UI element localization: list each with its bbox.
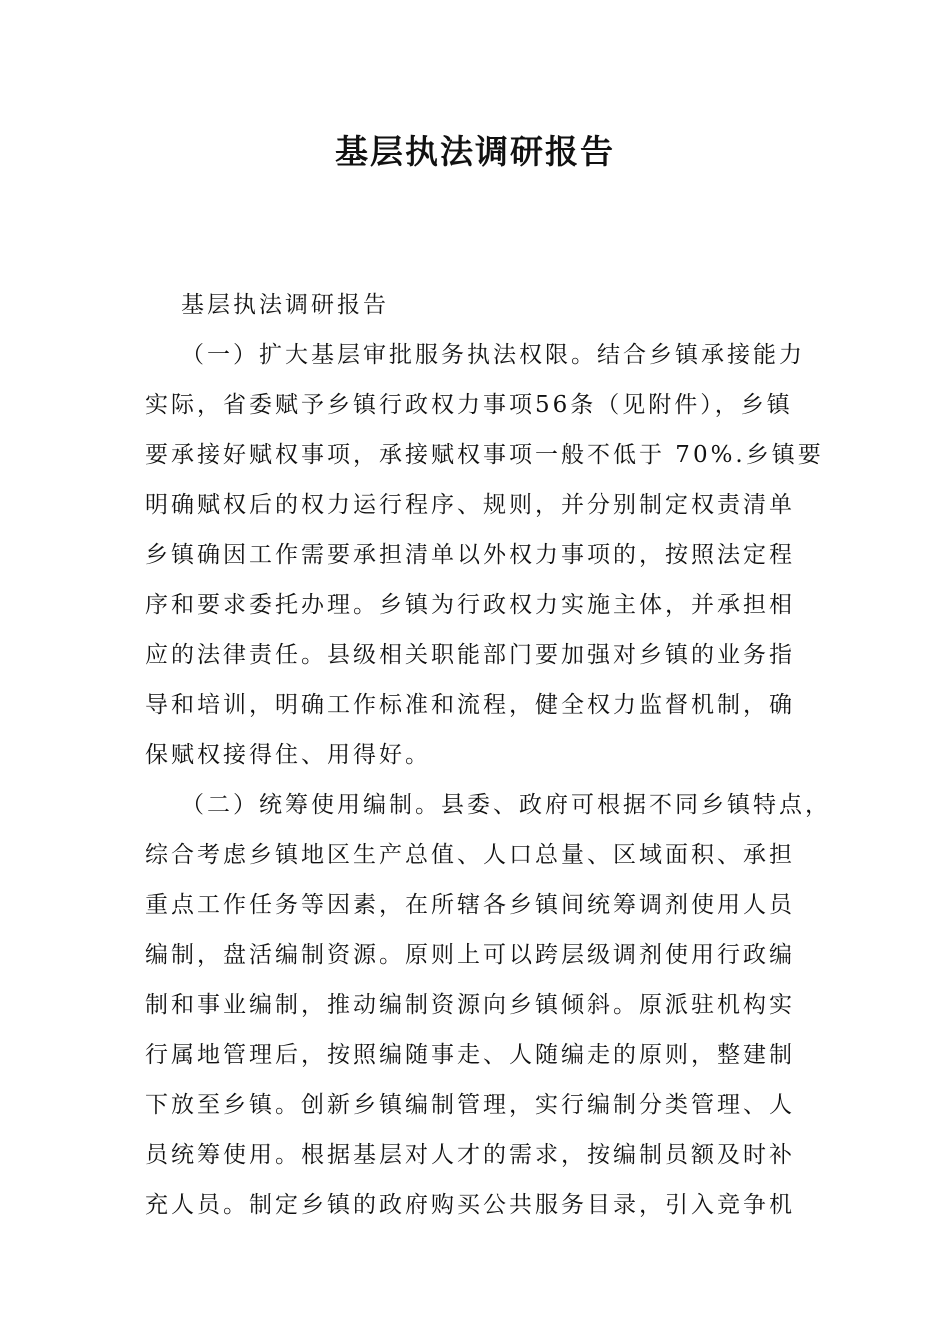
body-line: 要承接好赋权事项，承接赋权事项一般不低于 70%.乡镇要: [145, 442, 824, 468]
body-line: 综合考虑乡镇地区生产总值、人口总量、区域面积、承担: [145, 842, 795, 868]
body-line: 保赋权接得住、用得好。: [145, 742, 431, 768]
body-line: 基层执法调研报告: [181, 292, 389, 318]
body-line: 实际，省委赋予乡镇行政权力事项56条（见附件），乡镇: [145, 392, 793, 418]
body-line: 行属地管理后，按照编随事走、人随编走的原则，整建制: [145, 1042, 795, 1068]
body-line: 充人员。制定乡镇的政府购买公共服务目录，引入竞争机: [145, 1192, 795, 1218]
document-body: [145, 280, 831, 1230]
body-line: 乡镇确因工作需要承担清单以外权力事项的，按照法定程: [145, 542, 795, 568]
body-line: 制和事业编制，推动编制资源向乡镇倾斜。原派驻机构实: [145, 992, 795, 1018]
body-line: 重点工作任务等因素，在所辖各乡镇间统筹调剂使用人员: [145, 892, 795, 918]
body-line: 下放至乡镇。创新乡镇编制管理，实行编制分类管理、人: [145, 1092, 795, 1118]
body-line: 编制，盘活编制资源。原则上可以跨层级调剂使用行政编: [145, 942, 795, 968]
body-line: 员统筹使用。根据基层对人才的需求，按编制员额及时补: [145, 1142, 795, 1168]
body-line: 导和培训，明确工作标准和流程，健全权力监督机制，确: [145, 692, 795, 718]
body-line: 明确赋权后的权力运行程序、规则，并分别制定权责清单: [145, 492, 795, 518]
body-line: 序和要求委托办理。乡镇为行政权力实施主体，并承担相: [145, 592, 795, 618]
body-line: 应的法律责任。县级相关职能部门要加强对乡镇的业务指: [145, 642, 795, 668]
body-line: （一）扩大基层审批服务执法权限。结合乡镇承接能力: [181, 342, 805, 368]
document-title: 基层执法调研报告: [335, 132, 615, 171]
body-line: （二）统筹使用编制。县委、政府可根据不同乡镇特点，: [181, 792, 831, 818]
